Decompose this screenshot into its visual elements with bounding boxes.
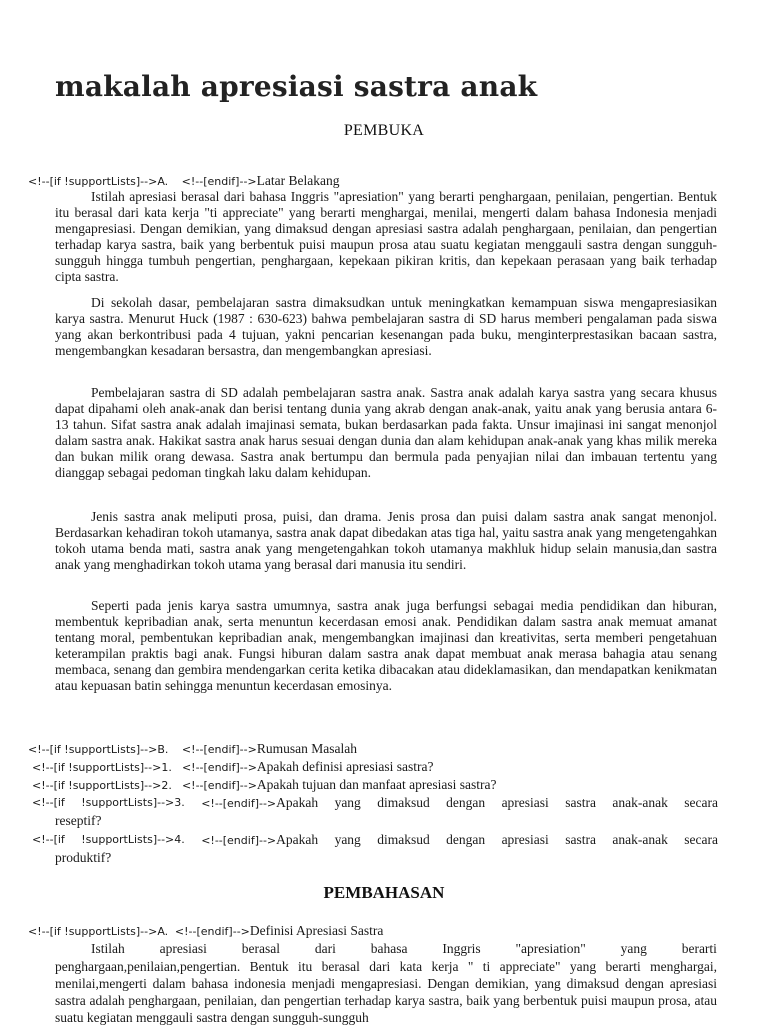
- paragraph-definisi: penghargaan,penilaian,pengertian. Bentuk itu berasal dari kata kerja " ti appreciate" yang berarti menghargai, menilai,mengerti dalam bahasa indonesia menjadi mengapresiasi. Dengan demikian, yang dimaksud dengan apresiasi sastra adalah penghargaan, penilaian, dan pengertian terhadap karya sastra, baik yang berbentuk puisi maupun prosa, atau suatu kegiatan menggauli sastra dengan sungguh-sungguh: [55, 959, 717, 1025]
- question-word: dimaksud: [377, 832, 430, 847]
- document-title: makalah apresiasi sastra anak: [55, 70, 538, 103]
- question-word: yang: [334, 795, 361, 810]
- subsection-title: Rumusan Masalah: [256, 741, 357, 756]
- question-word: apresiasi: [501, 795, 549, 810]
- word: Inggris: [442, 941, 481, 956]
- paragraph-1: Istilah apresiasi berasal dari bahasa Inggris "apresiation" yang berarti penghargaan, penilaian, pengertian. Bentuk itu berasal dari kata kerja "ti appreciate" yang berarti menghargai, menilai, mengerti dalam bahasa Indonesia menjadi mengapresiasi. Dengan demikian, yang dimaksud dengan apresiasi sastra adalah penghargaan, penilaian, dan pengertian terhadap karya sastra, baik yang berbentuk puisi maupun prosa atau suatu kegiatan menggauli sastra dengan sungguh-sungguh hingga tumbuh pengertian, penghargaan, kepekaan pikiran kritis, dan kepekaan perasaan yang baik terhadap cipta sastra.: [55, 189, 717, 284]
- subsection-latar-belakang: [28, 172, 339, 190]
- list-marker-close: <!--[endif]-->: [201, 834, 277, 847]
- subsection-title: Definisi Apresiasi Sastra: [249, 923, 384, 938]
- question-word: yang: [334, 832, 361, 847]
- list-marker-close: <!--[endif]-->: [181, 779, 257, 792]
- question-line: [32, 831, 718, 849]
- paragraph-4: Jenis sastra anak meliputi prosa, puisi, dan drama. Jenis prosa dan puisi dalam sastra anak sangat menonjol. Berdasarkan kehadiran tokoh utamanya, sastra anak dapat dibedakan atas tiga hal, yaitu sastra anak yang mengetengahkan tokoh utama benda mati, sastra anak yang mengetengahkan tokoh utamanya makhluk hidup selain manusia,dan sastra anak yang menghadirkan tokoh utama yang berasal dari manusia itu sendiri.: [55, 509, 717, 572]
- list-marker-close: <!--[endif]-->: [174, 925, 250, 938]
- list-marker-close: <!--[endif]-->: [181, 743, 257, 756]
- word: "apresiation": [515, 941, 586, 956]
- question-word: dengan: [446, 832, 486, 847]
- question-word: secara: [684, 795, 718, 810]
- list-marker-open: <!--[if !supportLists]-->A.: [28, 175, 169, 188]
- question-word: anak-anak: [612, 832, 668, 847]
- question-word: dimaksud: [377, 795, 430, 810]
- paragraph-5: Seperti pada jenis karya sastra umumnya, sastra anak juga berfungsi sebagai media pendidikan dan hiburan, membentuk kepribadian anak, serta menuntun kecerdasan emosi anak. Pendidikan dalam sastra anak memuat amanat tentang moral, pembentukan kepribadian anak, mengembangkan imajinasi dan kreativitas, serta memberi pengetahuan keterampilan praktis bagi anak. Fungsi hiburan dalam sastra anak dapat membuat anak merasa bahagia atau senang membaca, senang dan gembira mendengarkan cerita ketika dibacakan atau dideklamasikan, dan mendapatkan kenikmatan atau kepuasan batin sehingga menuntun kecerdasan emosinya.: [55, 598, 717, 693]
- list-marker-open-cont: !supportLists]-->4.: [81, 833, 185, 846]
- subsection-title: Latar Belakang: [256, 173, 340, 188]
- list-marker-open-cont: !supportLists]-->3.: [81, 796, 185, 809]
- paragraph-definisi-line1: [91, 940, 717, 957]
- question-word: apresiasi: [501, 832, 549, 847]
- word: yang: [620, 941, 647, 956]
- question-item-3: [32, 794, 718, 829]
- list-marker-close: <!--[endif]-->: [181, 761, 257, 774]
- paragraph-3: Pembelajaran sastra di SD adalah pembelajaran sastra anak. Sastra anak adalah karya sastra yang secara khusus dapat dipahami oleh anak-anak dan berisi tentang dunia yang akrab dengan anak-anak, yaitu anak yang berusia antara 6-13 tahun. Sifat sastra anak adalah imajinasi semata, bukan berdasarkan pada fakta. Unsur imajinasi ini sangat menonjol dalam sastra anak. Hakikat sastra anak harus sesuai dengan dunia dan alam kehidupan anak-anak yang khas milik mereka dan bukan milik orang dewasa. Sastra anak bertumpu dan bermula pada penyajian nilai dan imbauan tertentu yang dianggap sebagai pedoman tingkah laku dalam kehidupan.: [55, 385, 717, 480]
- question-word: Apakah: [276, 795, 319, 810]
- word-row: [91, 940, 717, 957]
- list-marker-close: <!--[endif]-->: [201, 797, 277, 810]
- list-marker-close: <!--[endif]-->: [181, 175, 257, 188]
- question-item-2: [32, 776, 718, 794]
- question-text: Apakah definisi apresiasi sastra?: [256, 759, 434, 774]
- list-marker-open: <!--[if !supportLists]-->A.: [28, 925, 169, 938]
- question-word: secara: [684, 832, 718, 847]
- question-word: dengan: [446, 795, 486, 810]
- question-text-cont: produktif?: [55, 850, 112, 865]
- list-marker-open: <!--[if !supportLists]-->B.: [28, 743, 169, 756]
- subsection-definisi-apresiasi: [28, 922, 383, 940]
- question-word: sastra: [565, 832, 596, 847]
- paragraph-2: Di sekolah dasar, pembelajaran sastra dimaksudkan untuk meningkatkan kemampuan siswa mengapresiasikan karya sastra. Menurut Huck (1987 : 630-623) bahwa pembelajaran sastra di SD harus memberi pengalaman pada siswa yang akan berkontribusi pada 4 tujuan, yakni pencarian kesenangan pada buku, menginterprestasikan bacaan sastra, mengembangkan kesadaran bersastra, dan mengembangkan apresiasi.: [55, 295, 717, 358]
- word: bahasa: [370, 941, 408, 956]
- question-line: [32, 794, 718, 812]
- question-word: anak-anak: [612, 795, 668, 810]
- question-word: sastra: [565, 795, 596, 810]
- list-marker-open: <!--[if !supportLists]-->2.: [32, 779, 172, 792]
- word: dari: [314, 941, 336, 956]
- question-text-cont: reseptif?: [55, 813, 102, 828]
- word: berasal: [241, 941, 280, 956]
- question-text: Apakah tujuan dan manfaat apresiasi sastra?: [256, 777, 497, 792]
- question-item-1: [32, 758, 718, 776]
- subsection-rumusan-masalah: [28, 740, 357, 758]
- list-marker-open: <!--[if: [32, 796, 65, 809]
- word: berarti: [681, 941, 717, 956]
- section-heading-pembahasan: PEMBAHASAN: [323, 883, 445, 902]
- section-heading-pembuka: PEMBUKA: [343, 122, 425, 139]
- list-marker-open: <!--[if !supportLists]-->1.: [32, 761, 172, 774]
- question-word: Apakah: [276, 832, 319, 847]
- word: Istilah: [91, 941, 125, 956]
- word: apresiasi: [159, 941, 207, 956]
- list-marker-open: <!--[if: [32, 833, 65, 846]
- question-item-4: [32, 831, 718, 866]
